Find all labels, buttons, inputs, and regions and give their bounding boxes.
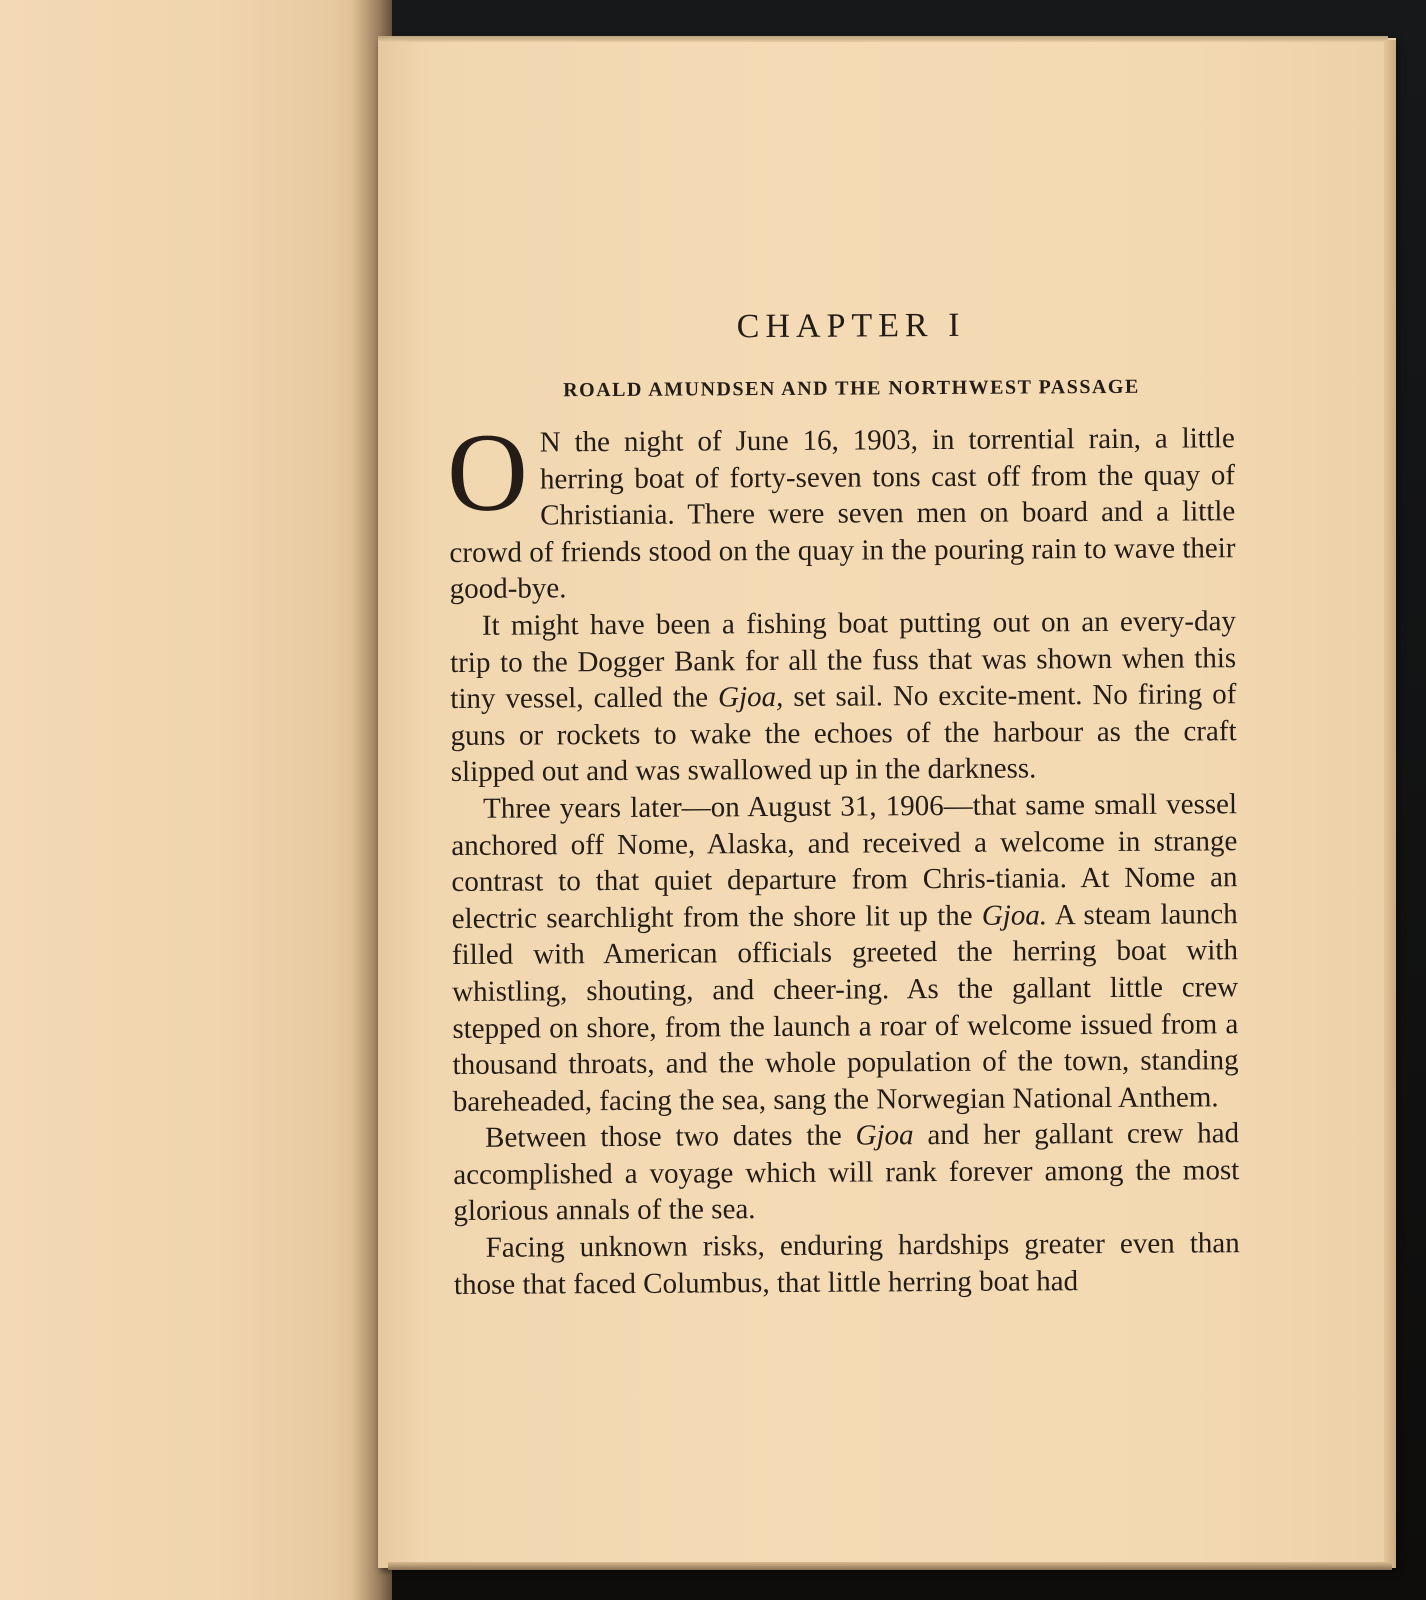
paragraph-2-text-b: set sail. No excite-ment. No firing of guns or rockets to wake the echoes of the harbour as the craft slipped out and was swallowed up in the darkness. [450,678,1237,789]
drop-cap: O [446,410,529,536]
paragraph-4-text-a: Between those two dates the [484,1119,856,1155]
paragraph-5 [454,1225,1240,1303]
paragraph-4 [453,1115,1240,1230]
paragraph-4-text-b: and her gallant crew had accomplished a voyage which will rank forever among the most glorious annals of the sea. [453,1117,1240,1228]
page-right-edge [1384,40,1396,1568]
paragraph-3 [451,786,1239,1120]
ship-name-italic: Gjoa [855,1119,914,1152]
paragraph-2 [450,603,1237,791]
page-top-edge [378,36,1388,42]
paragraph-1 [446,410,1236,608]
paragraph-3-text-b: A steam launch filled with American officials greeted the herring boat with whistling, shouting, and cheer-ing. As the gallant little crew stepped on shore, from the launch a roar of welcome issued from a thousand throats, and the whole population of the town, standing bareheaded, facing the sea, sang the Norwegian National Anthem. [451,897,1239,1118]
paragraph-1-text: N the night of June 16, 1903, in torrential rain, a little herring boat of forty-seven tons cast off from the quay of Christiania. There were seven men on board and a little crowd of friends stood on the quay in the pouring rain to wave their good-bye. [449,422,1236,606]
ship-name-italic: Gjoa, [717,681,784,714]
page-text-block [448,305,1240,1303]
chapter-title: CHAPTER I [736,306,966,346]
page-bottom-edge [388,1562,1392,1570]
paragraph-2-text-a: It might have been a fishing boat putting out on an every-day trip to the Dogger Bank for all the fuss that was shown when this tiny vessel, called the [450,605,1237,716]
left-blank-page [0,0,392,1600]
paragraph-3-text-a: Three years later—on August 31, 1906—that same small vessel anchored off Nome, Alaska, and received a welcome in strange contrast to that quiet departure from Chris-tiania. At Nome an electric searchlight from the shore lit up the [451,788,1238,935]
chapter-subtitle: ROALD AMUNDSEN AND THE NORTHWEST PASSAGE [563,375,1140,402]
paragraph-5-text: Facing unknown risks, enduring hardships greater even than those that faced Columbus, that little herring boat had [453,1227,1240,1301]
ship-name-italic: Gjoa. [981,899,1048,932]
